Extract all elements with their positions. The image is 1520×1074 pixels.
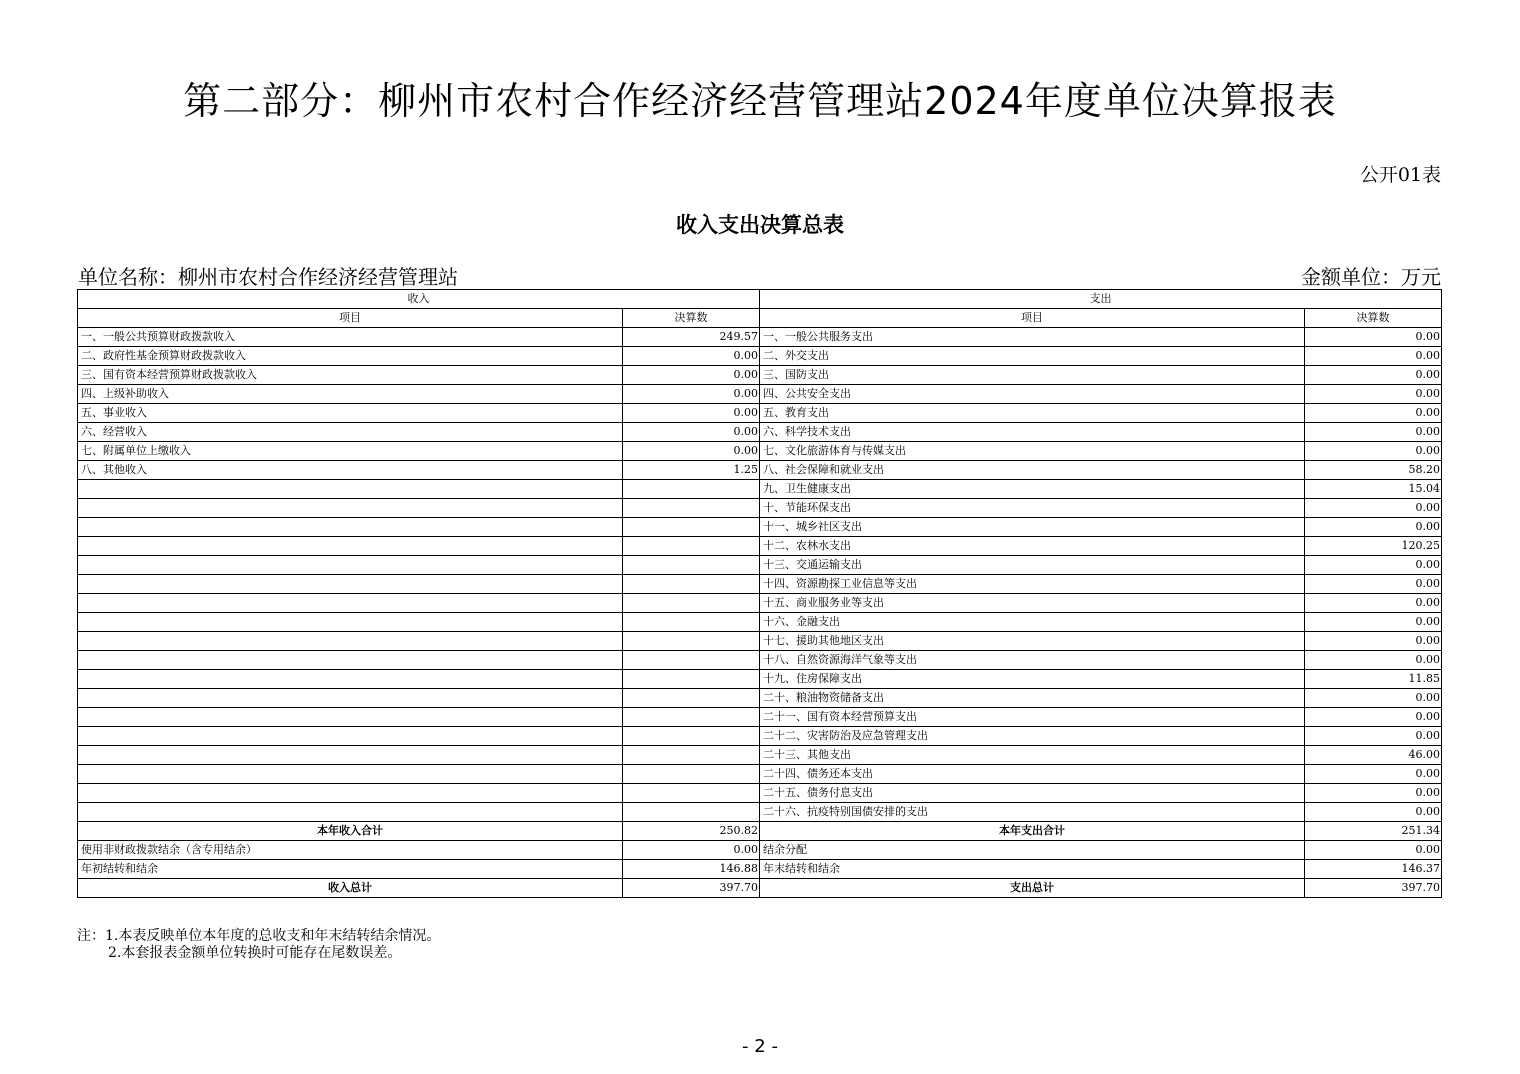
income-item — [78, 803, 623, 822]
income-amount: 1.25 — [623, 461, 760, 480]
table-row — [78, 347, 1442, 366]
expense-item: 一、一般公共服务支出 — [760, 328, 1305, 347]
expense-item: 十、节能环保支出 — [760, 499, 1305, 518]
expense-item: 六、科学技术支出 — [760, 423, 1305, 442]
summary-row — [78, 860, 1442, 879]
income-item — [78, 670, 623, 689]
expense-item: 十九、住房保障支出 — [760, 670, 1305, 689]
income-amount — [623, 651, 760, 670]
table-row — [78, 423, 1442, 442]
income-amount — [623, 556, 760, 575]
income-amount — [623, 594, 760, 613]
expense-item: 二十二、灾害防治及应急管理支出 — [760, 727, 1305, 746]
expense-amount: 0.00 — [1305, 442, 1442, 461]
table-row — [78, 803, 1442, 822]
table-row — [78, 480, 1442, 499]
income-amount — [623, 632, 760, 651]
table-row — [78, 366, 1442, 385]
income-amount — [623, 518, 760, 537]
income-item — [78, 575, 623, 594]
income-amount — [623, 575, 760, 594]
income-amount — [623, 803, 760, 822]
expense-summary-label: 本年支出合计 — [760, 822, 1305, 841]
expense-item-header: 项目 — [760, 309, 1305, 328]
expense-amount: 15.04 — [1305, 480, 1442, 499]
expense-amount: 58.20 — [1305, 461, 1442, 480]
expense-item: 二十六、抗疫特别国债安排的支出 — [760, 803, 1305, 822]
table-row — [78, 689, 1442, 708]
table-row — [78, 784, 1442, 803]
expense-item: 二十一、国有资本经营预算支出 — [760, 708, 1305, 727]
expense-summary-label: 结余分配 — [760, 841, 1305, 860]
expense-amount: 0.00 — [1305, 784, 1442, 803]
summary-row — [78, 822, 1442, 841]
expense-item: 五、教育支出 — [760, 404, 1305, 423]
expense-item: 十七、援助其他地区支出 — [760, 632, 1305, 651]
income-amount — [623, 727, 760, 746]
income-item: 四、上级补助收入 — [78, 385, 623, 404]
income-item — [78, 480, 623, 499]
expense-amount: 0.00 — [1305, 594, 1442, 613]
page-number: - 2 - — [742, 1036, 778, 1057]
table-row — [78, 594, 1442, 613]
expense-summary-amount: 251.34 — [1305, 822, 1442, 841]
expense-amount: 0.00 — [1305, 803, 1442, 822]
income-item — [78, 613, 623, 632]
income-summary-amount: 397.70 — [623, 879, 760, 898]
expense-amount: 0.00 — [1305, 499, 1442, 518]
expense-item: 三、国防支出 — [760, 366, 1305, 385]
income-item — [78, 518, 623, 537]
income-item: 三、国有资本经营预算财政拨款收入 — [78, 366, 623, 385]
expense-item: 十二、农林水支出 — [760, 537, 1305, 556]
income-amount: 0.00 — [623, 404, 760, 423]
income-item — [78, 784, 623, 803]
income-item: 七、附属单位上缴收入 — [78, 442, 623, 461]
income-item — [78, 632, 623, 651]
table-row — [78, 442, 1442, 461]
expense-item: 二、外交支出 — [760, 347, 1305, 366]
income-summary-amount: 250.82 — [623, 822, 760, 841]
expense-amount: 0.00 — [1305, 689, 1442, 708]
expense-amount: 0.00 — [1305, 347, 1442, 366]
expense-header: 支出 — [760, 290, 1442, 309]
table-row — [78, 727, 1442, 746]
expense-summary-label: 支出总计 — [760, 879, 1305, 898]
income-item: 八、其他收入 — [78, 461, 623, 480]
income-item: 一、一般公共预算财政拨款收入 — [78, 328, 623, 347]
income-amount — [623, 689, 760, 708]
income-summary-label: 本年收入合计 — [78, 822, 623, 841]
table-row — [78, 404, 1442, 423]
expense-amount: 0.00 — [1305, 404, 1442, 423]
income-amount — [623, 613, 760, 632]
income-item: 五、事业收入 — [78, 404, 623, 423]
income-item — [78, 499, 623, 518]
income-item — [78, 689, 623, 708]
note-2: 2.本套报表金额单位转换时可能存在尾数误差。 — [108, 945, 402, 961]
income-amount: 249.57 — [623, 328, 760, 347]
expense-amount: 0.00 — [1305, 423, 1442, 442]
expense-summary-amount: 0.00 — [1305, 841, 1442, 860]
income-item — [78, 594, 623, 613]
table-row — [78, 461, 1442, 480]
expense-item: 二十、粮油物资储备支出 — [760, 689, 1305, 708]
expense-item: 二十三、其他支出 — [760, 746, 1305, 765]
expense-summary-amount: 397.70 — [1305, 879, 1442, 898]
expense-amount: 120.25 — [1305, 537, 1442, 556]
income-amount: 0.00 — [623, 366, 760, 385]
expense-amount: 0.00 — [1305, 651, 1442, 670]
expense-amount: 46.00 — [1305, 746, 1442, 765]
form-number: 公开01表 — [1359, 164, 1441, 186]
notes — [77, 928, 440, 962]
expense-summary-amount: 146.37 — [1305, 860, 1442, 879]
income-item — [78, 556, 623, 575]
note-1: 注：1.本表反映单位本年度的总收支和年末结转结余情况。 — [77, 928, 441, 944]
expense-item: 十五、商业服务业等支出 — [760, 594, 1305, 613]
table-row — [78, 556, 1442, 575]
expense-amount-header: 决算数 — [1305, 309, 1442, 328]
table-row — [78, 518, 1442, 537]
expense-amount: 0.00 — [1305, 708, 1442, 727]
table-row — [78, 328, 1442, 347]
expense-amount: 0.00 — [1305, 765, 1442, 784]
income-amount — [623, 480, 760, 499]
income-header: 收入 — [78, 290, 760, 309]
expense-amount: 0.00 — [1305, 727, 1442, 746]
summary-row — [78, 879, 1442, 898]
income-item: 二、政府性基金预算财政拨款收入 — [78, 347, 623, 366]
income-item — [78, 727, 623, 746]
income-amount — [623, 784, 760, 803]
income-amount — [623, 670, 760, 689]
table-row — [78, 632, 1442, 651]
expense-item: 四、公共安全支出 — [760, 385, 1305, 404]
income-item — [78, 708, 623, 727]
expense-item: 十四、资源勘探工业信息等支出 — [760, 575, 1305, 594]
amount-unit: 金额单位：万元 — [1301, 265, 1441, 289]
table-row — [78, 708, 1442, 727]
income-summary-label: 年初结转和结余 — [78, 860, 623, 879]
table-row — [78, 537, 1442, 556]
expense-summary-label: 年末结转和结余 — [760, 860, 1305, 879]
table-row — [78, 613, 1442, 632]
income-amount — [623, 499, 760, 518]
expense-amount: 0.00 — [1305, 366, 1442, 385]
income-amount — [623, 746, 760, 765]
income-amount — [623, 765, 760, 784]
table-row — [78, 765, 1442, 784]
income-item — [78, 765, 623, 784]
table-row — [78, 385, 1442, 404]
expense-amount: 0.00 — [1305, 518, 1442, 537]
income-summary-amount: 0.00 — [623, 841, 760, 860]
expense-amount: 0.00 — [1305, 328, 1442, 347]
expense-amount: 0.00 — [1305, 632, 1442, 651]
income-amount-header: 决算数 — [623, 309, 760, 328]
expense-item: 二十五、债务付息支出 — [760, 784, 1305, 803]
income-item — [78, 537, 623, 556]
expense-amount: 0.00 — [1305, 575, 1442, 594]
income-amount: 0.00 — [623, 442, 760, 461]
income-amount: 0.00 — [623, 423, 760, 442]
table-row — [78, 670, 1442, 689]
expense-amount: 11.85 — [1305, 670, 1442, 689]
income-summary-label: 使用非财政拨款结余（含专用结余） — [78, 841, 623, 860]
income-amount: 0.00 — [623, 347, 760, 366]
unit-name: 单位名称：柳州市农村合作经济经营管理站 — [78, 265, 458, 289]
table-row — [78, 651, 1442, 670]
table-row — [78, 499, 1442, 518]
table-title: 收入支出决算总表 — [676, 213, 844, 237]
income-amount — [623, 708, 760, 727]
income-item — [78, 651, 623, 670]
expense-item: 十六、金融支出 — [760, 613, 1305, 632]
expense-item: 九、卫生健康支出 — [760, 480, 1305, 499]
expense-amount: 0.00 — [1305, 613, 1442, 632]
income-summary-amount: 146.88 — [623, 860, 760, 879]
section-header-row — [78, 290, 1442, 309]
income-item: 六、经营收入 — [78, 423, 623, 442]
expense-item: 七、文化旅游体育与传媒支出 — [760, 442, 1305, 461]
expense-item: 十一、城乡社区支出 — [760, 518, 1305, 537]
column-header-row — [78, 309, 1442, 328]
expense-item: 八、社会保障和就业支出 — [760, 461, 1305, 480]
income-summary-label: 收入总计 — [78, 879, 623, 898]
income-amount — [623, 537, 760, 556]
summary-row — [78, 841, 1442, 860]
income-expense-table — [77, 289, 1442, 898]
expense-item: 十三、交通运输支出 — [760, 556, 1305, 575]
income-amount: 0.00 — [623, 385, 760, 404]
expense-item: 十八、自然资源海洋气象等支出 — [760, 651, 1305, 670]
income-item — [78, 746, 623, 765]
table-row — [78, 575, 1442, 594]
expense-amount: 0.00 — [1305, 385, 1442, 404]
table-row — [78, 746, 1442, 765]
expense-item: 二十四、债务还本支出 — [760, 765, 1305, 784]
page-title: 第二部分：柳州市农村合作经济经营管理站2024年度单位决算报表 — [183, 79, 1337, 123]
expense-amount: 0.00 — [1305, 556, 1442, 575]
income-item-header: 项目 — [78, 309, 623, 328]
